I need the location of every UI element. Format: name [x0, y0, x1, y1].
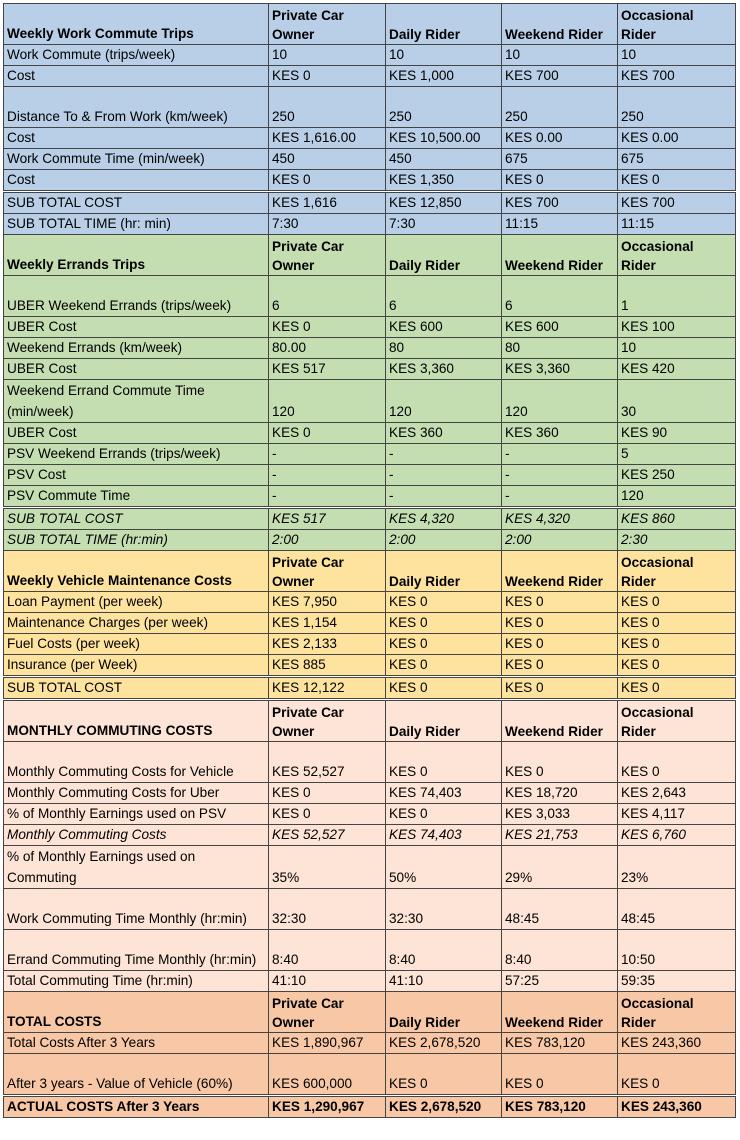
- cell-daily-rider: KES 360: [386, 423, 502, 444]
- table-row: [4, 825, 736, 846]
- row-label: UBER Cost: [4, 423, 269, 444]
- column-header-private-car-owner: Private Car Owner: [269, 992, 386, 1033]
- cell-weekend-rider: KES 0: [502, 592, 618, 613]
- cell-private-car-owner: KES 517: [269, 359, 386, 380]
- cell-occasional-rider: KES 0: [618, 170, 736, 192]
- section-title: Weekly Errands Trips: [4, 235, 269, 276]
- row-label: Monthly Commuting Costs: [4, 825, 269, 846]
- table-row: [4, 170, 736, 192]
- cell-daily-rider: KES 0: [386, 1054, 502, 1096]
- row-label: Cost: [4, 66, 269, 87]
- cell-daily-rider: KES 1,350: [386, 170, 502, 192]
- row-label: SUB TOTAL COST: [4, 508, 269, 530]
- cell-weekend-rider: 48:45: [502, 889, 618, 930]
- table-row: [4, 1033, 736, 1054]
- row-label: SUB TOTAL TIME (hr:min): [4, 530, 269, 551]
- cell-daily-rider: 7:30: [386, 214, 502, 235]
- column-header-occasional-rider: Occasional Rider: [618, 551, 736, 592]
- cell-daily-rider: KES 0: [386, 677, 502, 700]
- table-row: [4, 149, 736, 170]
- cell-occasional-rider: KES 6,760: [618, 825, 736, 846]
- column-header-weekend-rider: Weekend Rider: [502, 992, 618, 1033]
- cell-daily-rider: KES 2,678,520: [386, 1033, 502, 1054]
- table-row: [4, 846, 736, 889]
- cell-occasional-rider: 11:15: [618, 214, 736, 235]
- section-header-monthly-commuting-costs: [4, 700, 736, 742]
- cell-private-car-owner: KES 885: [269, 655, 386, 677]
- section-header-weekly-work-commute-trips: [4, 4, 736, 45]
- cell-private-car-owner: KES 1,290,967: [269, 1096, 386, 1118]
- cell-daily-rider: KES 74,403: [386, 825, 502, 846]
- section-title: Weekly Vehicle Maintenance Costs: [4, 551, 269, 592]
- cell-daily-rider: 450: [386, 149, 502, 170]
- cell-private-car-owner: KES 52,527: [269, 742, 386, 783]
- cell-occasional-rider: 1: [618, 276, 736, 317]
- column-header-occasional-rider: Occasional Rider: [618, 235, 736, 276]
- cell-daily-rider: -: [386, 486, 502, 508]
- table-row: [4, 128, 736, 149]
- cell-daily-rider: 120: [386, 380, 502, 423]
- cell-weekend-rider: 2:00: [502, 530, 618, 551]
- row-label: Weekend Errand Commute Time (min/week): [4, 380, 269, 423]
- cell-weekend-rider: 11:15: [502, 214, 618, 235]
- section-header-total-costs: [4, 992, 736, 1033]
- table-row: [4, 214, 736, 235]
- cell-private-car-owner: 41:10: [269, 971, 386, 992]
- cell-private-car-owner: 35%: [269, 846, 386, 889]
- cell-private-car-owner: KES 0: [269, 170, 386, 192]
- cell-occasional-rider: KES 243,360: [618, 1033, 736, 1054]
- row-label: Monthly Commuting Costs for Vehicle: [4, 742, 269, 783]
- cell-daily-rider: 50%: [386, 846, 502, 889]
- table-row: [4, 930, 736, 971]
- row-label: Total Costs After 3 Years: [4, 1033, 269, 1054]
- cell-weekend-rider: 10: [502, 45, 618, 66]
- cell-daily-rider: KES 0: [386, 742, 502, 783]
- cell-private-car-owner: 32:30: [269, 889, 386, 930]
- cell-occasional-rider: KES 700: [618, 66, 736, 87]
- cell-occasional-rider: KES 700: [618, 192, 736, 214]
- table-row: [4, 1096, 736, 1118]
- cell-occasional-rider: 10:50: [618, 930, 736, 971]
- cell-occasional-rider: 675: [618, 149, 736, 170]
- table-row: [4, 317, 736, 338]
- cell-daily-rider: KES 1,000: [386, 66, 502, 87]
- cell-daily-rider: KES 0: [386, 804, 502, 825]
- table-row: [4, 592, 736, 613]
- cell-occasional-rider: 120: [618, 486, 736, 508]
- cell-weekend-rider: KES 0: [502, 613, 618, 634]
- section-header-weekly-vehicle-maintenance-costs: [4, 551, 736, 592]
- cell-weekend-rider: KES 0: [502, 655, 618, 677]
- row-label: Fuel Costs (per week): [4, 634, 269, 655]
- cell-weekend-rider: KES 783,120: [502, 1096, 618, 1118]
- cell-private-car-owner: -: [269, 486, 386, 508]
- column-header-private-car-owner: Private Car Owner: [269, 4, 386, 45]
- table-row: [4, 465, 736, 486]
- table-row: [4, 66, 736, 87]
- section-title: TOTAL COSTS: [4, 992, 269, 1033]
- table-row: [4, 634, 736, 655]
- cell-private-car-owner: -: [269, 465, 386, 486]
- column-header-daily-rider: Daily Rider: [386, 4, 502, 45]
- row-label: SUB TOTAL COST: [4, 677, 269, 700]
- cell-occasional-rider: KES 90: [618, 423, 736, 444]
- row-label: SUB TOTAL COST: [4, 192, 269, 214]
- table-row: [4, 359, 736, 380]
- table-row: [4, 783, 736, 804]
- cell-daily-rider: KES 600: [386, 317, 502, 338]
- row-label: Weekend Errands (km/week): [4, 338, 269, 359]
- row-label: PSV Weekend Errands (trips/week): [4, 444, 269, 465]
- column-header-daily-rider: Daily Rider: [386, 700, 502, 742]
- cell-daily-rider: 80: [386, 338, 502, 359]
- table-row: [4, 530, 736, 551]
- cell-private-car-owner: -: [269, 444, 386, 465]
- row-label: Maintenance Charges (per week): [4, 613, 269, 634]
- cell-private-car-owner: KES 7,950: [269, 592, 386, 613]
- cell-weekend-rider: -: [502, 486, 618, 508]
- column-header-occasional-rider: Occasional Rider: [618, 4, 736, 45]
- cell-occasional-rider: 5: [618, 444, 736, 465]
- row-label: Cost: [4, 128, 269, 149]
- cell-weekend-rider: KES 0: [502, 677, 618, 700]
- column-header-daily-rider: Daily Rider: [386, 235, 502, 276]
- row-label: Work Commuting Time Monthly (hr:min): [4, 889, 269, 930]
- table-row: [4, 338, 736, 359]
- cell-private-car-owner: KES 0: [269, 423, 386, 444]
- cell-weekend-rider: 675: [502, 149, 618, 170]
- table-row: [4, 423, 736, 444]
- cell-weekend-rider: KES 3,360: [502, 359, 618, 380]
- cell-weekend-rider: KES 700: [502, 66, 618, 87]
- row-label: % of Monthly Earnings used on PSV: [4, 804, 269, 825]
- cell-occasional-rider: KES 860: [618, 508, 736, 530]
- cell-weekend-rider: KES 0: [502, 634, 618, 655]
- cell-daily-rider: KES 4,320: [386, 508, 502, 530]
- cell-daily-rider: KES 12,850: [386, 192, 502, 214]
- table-row: [4, 655, 736, 677]
- cell-occasional-rider: KES 4,117: [618, 804, 736, 825]
- cell-private-car-owner: 80.00: [269, 338, 386, 359]
- cell-daily-rider: 10: [386, 45, 502, 66]
- cell-private-car-owner: KES 517: [269, 508, 386, 530]
- cell-weekend-rider: KES 21,753: [502, 825, 618, 846]
- row-label: PSV Commute Time: [4, 486, 269, 508]
- table-row: [4, 677, 736, 700]
- cell-daily-rider: KES 2,678,520: [386, 1096, 502, 1118]
- cell-occasional-rider: KES 243,360: [618, 1096, 736, 1118]
- cell-daily-rider: KES 0: [386, 613, 502, 634]
- cell-weekend-rider: KES 360: [502, 423, 618, 444]
- cell-weekend-rider: 120: [502, 380, 618, 423]
- cell-occasional-rider: 30: [618, 380, 736, 423]
- table-row: [4, 508, 736, 530]
- row-label: Insurance (per Week): [4, 655, 269, 677]
- row-label: Monthly Commuting Costs for Uber: [4, 783, 269, 804]
- cell-weekend-rider: -: [502, 444, 618, 465]
- cell-occasional-rider: 48:45: [618, 889, 736, 930]
- cell-occasional-rider: 2:30: [618, 530, 736, 551]
- row-label: ACTUAL COSTS After 3 Years: [4, 1096, 269, 1118]
- cell-occasional-rider: KES 0: [618, 1054, 736, 1096]
- section-title: MONTHLY COMMUTING COSTS: [4, 700, 269, 742]
- cell-private-car-owner: KES 0: [269, 317, 386, 338]
- cell-weekend-rider: KES 0: [502, 742, 618, 783]
- row-label: PSV Cost: [4, 465, 269, 486]
- cell-daily-rider: 250: [386, 87, 502, 128]
- column-header-weekend-rider: Weekend Rider: [502, 235, 618, 276]
- cell-daily-rider: KES 0: [386, 592, 502, 613]
- table-row: [4, 87, 736, 128]
- cell-weekend-rider: 80: [502, 338, 618, 359]
- table-row: [4, 889, 736, 930]
- cell-daily-rider: KES 74,403: [386, 783, 502, 804]
- cell-daily-rider: KES 3,360: [386, 359, 502, 380]
- cell-private-car-owner: 120: [269, 380, 386, 423]
- cell-daily-rider: 6: [386, 276, 502, 317]
- cell-daily-rider: 2:00: [386, 530, 502, 551]
- cell-private-car-owner: 6: [269, 276, 386, 317]
- cell-private-car-owner: KES 0: [269, 66, 386, 87]
- cell-weekend-rider: KES 4,320: [502, 508, 618, 530]
- cell-private-car-owner: 10: [269, 45, 386, 66]
- cell-daily-rider: -: [386, 465, 502, 486]
- cell-weekend-rider: KES 783,120: [502, 1033, 618, 1054]
- column-header-weekend-rider: Weekend Rider: [502, 700, 618, 742]
- cell-daily-rider: -: [386, 444, 502, 465]
- cell-occasional-rider: KES 0: [618, 592, 736, 613]
- table-row: [4, 804, 736, 825]
- column-header-occasional-rider: Occasional Rider: [618, 992, 736, 1033]
- section-title: Weekly Work Commute Trips: [4, 4, 269, 45]
- cell-weekend-rider: 29%: [502, 846, 618, 889]
- cell-daily-rider: KES 0: [386, 634, 502, 655]
- row-label: Distance To & From Work (km/week): [4, 87, 269, 128]
- cell-private-car-owner: KES 0: [269, 804, 386, 825]
- cell-daily-rider: 8:40: [386, 930, 502, 971]
- row-label: After 3 years - Value of Vehicle (60%): [4, 1054, 269, 1096]
- cell-private-car-owner: 8:40: [269, 930, 386, 971]
- column-header-daily-rider: Daily Rider: [386, 992, 502, 1033]
- cell-occasional-rider: 10: [618, 338, 736, 359]
- row-label: UBER Weekend Errands (trips/week): [4, 276, 269, 317]
- table-row: [4, 1054, 736, 1096]
- cell-private-car-owner: 250: [269, 87, 386, 128]
- section-header-weekly-errands-trips: [4, 235, 736, 276]
- table-row: [4, 192, 736, 214]
- cell-occasional-rider: 250: [618, 87, 736, 128]
- table-row: [4, 742, 736, 783]
- commute-cost-table: [3, 3, 736, 1118]
- cell-private-car-owner: 7:30: [269, 214, 386, 235]
- cell-daily-rider: KES 0: [386, 655, 502, 677]
- row-label: % of Monthly Earnings used on Commuting: [4, 846, 269, 889]
- table-row: [4, 380, 736, 423]
- cell-private-car-owner: KES 52,527: [269, 825, 386, 846]
- cell-private-car-owner: KES 2,133: [269, 634, 386, 655]
- column-header-private-car-owner: Private Car Owner: [269, 235, 386, 276]
- cell-occasional-rider: KES 0: [618, 655, 736, 677]
- row-label: Work Commute Time (min/week): [4, 149, 269, 170]
- cell-private-car-owner: KES 600,000: [269, 1054, 386, 1096]
- row-label: SUB TOTAL TIME (hr: min): [4, 214, 269, 235]
- cell-occasional-rider: KES 420: [618, 359, 736, 380]
- column-header-occasional-rider: Occasional Rider: [618, 700, 736, 742]
- cell-occasional-rider: KES 0.00: [618, 128, 736, 149]
- table-row: [4, 444, 736, 465]
- cell-private-car-owner: KES 0: [269, 783, 386, 804]
- cell-daily-rider: 41:10: [386, 971, 502, 992]
- cell-private-car-owner: KES 1,154: [269, 613, 386, 634]
- row-label: Loan Payment (per week): [4, 592, 269, 613]
- table-row: [4, 45, 736, 66]
- column-header-weekend-rider: Weekend Rider: [502, 4, 618, 45]
- cell-occasional-rider: 23%: [618, 846, 736, 889]
- row-label: Work Commute (trips/week): [4, 45, 269, 66]
- table-row: [4, 613, 736, 634]
- cell-occasional-rider: 10: [618, 45, 736, 66]
- column-header-weekend-rider: Weekend Rider: [502, 551, 618, 592]
- table-row: [4, 486, 736, 508]
- cell-weekend-rider: KES 3,033: [502, 804, 618, 825]
- cell-occasional-rider: KES 2,643: [618, 783, 736, 804]
- cell-daily-rider: KES 10,500.00: [386, 128, 502, 149]
- row-label: Total Commuting Time (hr:min): [4, 971, 269, 992]
- cell-occasional-rider: KES 0: [618, 677, 736, 700]
- row-label: Errand Commuting Time Monthly (hr:min): [4, 930, 269, 971]
- cell-private-car-owner: KES 1,890,967: [269, 1033, 386, 1054]
- cell-occasional-rider: KES 250: [618, 465, 736, 486]
- cell-occasional-rider: KES 0: [618, 613, 736, 634]
- cell-weekend-rider: KES 700: [502, 192, 618, 214]
- cell-weekend-rider: KES 0: [502, 1054, 618, 1096]
- cell-weekend-rider: 6: [502, 276, 618, 317]
- cell-weekend-rider: KES 0.00: [502, 128, 618, 149]
- column-header-private-car-owner: Private Car Owner: [269, 700, 386, 742]
- row-label: Cost: [4, 170, 269, 192]
- cell-private-car-owner: KES 12,122: [269, 677, 386, 700]
- cell-occasional-rider: KES 0: [618, 634, 736, 655]
- row-label: UBER Cost: [4, 359, 269, 380]
- cell-weekend-rider: KES 0: [502, 170, 618, 192]
- cell-private-car-owner: 2:00: [269, 530, 386, 551]
- cell-weekend-rider: 57:25: [502, 971, 618, 992]
- cell-weekend-rider: KES 18,720: [502, 783, 618, 804]
- cell-occasional-rider: KES 0: [618, 742, 736, 783]
- cell-daily-rider: 32:30: [386, 889, 502, 930]
- cell-private-car-owner: KES 1,616.00: [269, 128, 386, 149]
- cell-weekend-rider: KES 600: [502, 317, 618, 338]
- table-row: [4, 276, 736, 317]
- cell-private-car-owner: KES 1,616: [269, 192, 386, 214]
- cell-occasional-rider: KES 100: [618, 317, 736, 338]
- cell-occasional-rider: 59:35: [618, 971, 736, 992]
- cell-weekend-rider: 8:40: [502, 930, 618, 971]
- cell-private-car-owner: 450: [269, 149, 386, 170]
- row-label: UBER Cost: [4, 317, 269, 338]
- cell-weekend-rider: 250: [502, 87, 618, 128]
- cell-weekend-rider: -: [502, 465, 618, 486]
- column-header-daily-rider: Daily Rider: [386, 551, 502, 592]
- table-row: [4, 971, 736, 992]
- column-header-private-car-owner: Private Car Owner: [269, 551, 386, 592]
